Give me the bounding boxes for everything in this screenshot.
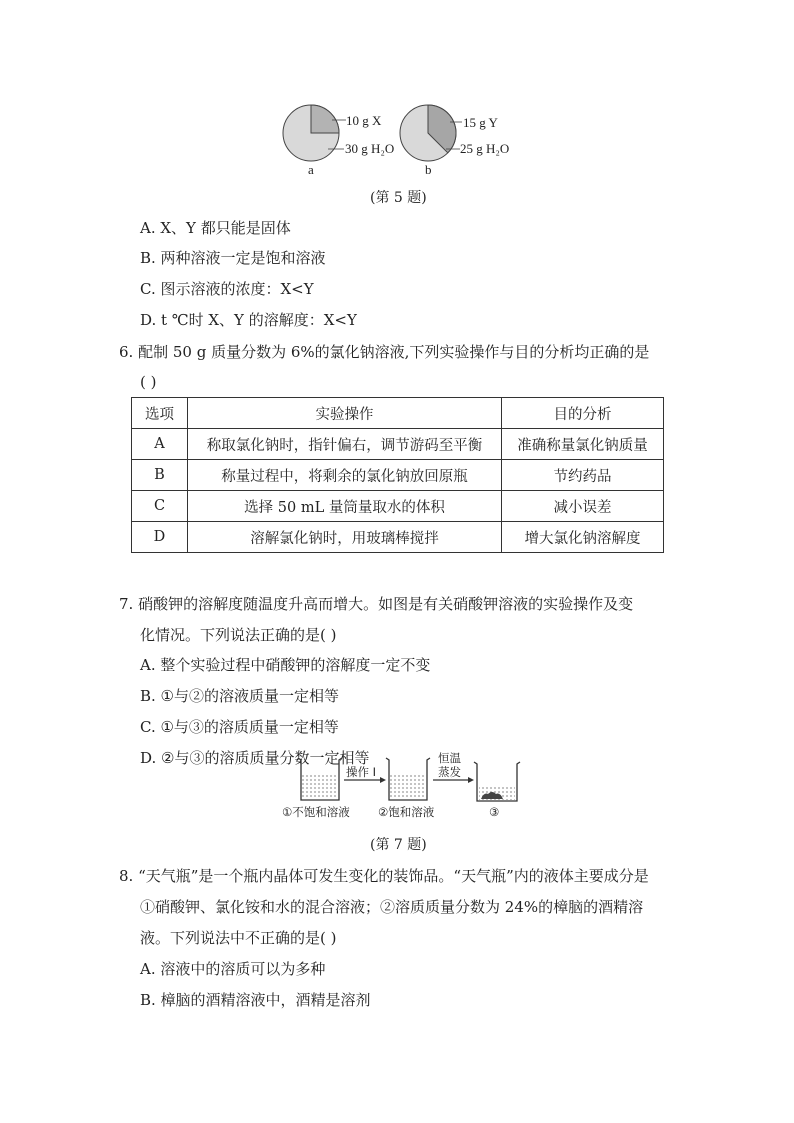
q7-stem-line1: 7. 硝酸钾的溶解度随温度升高而增大。如图是有关硝酸钾溶液的实验操作及变: [119, 595, 634, 613]
beaker-2-label: ②饱和溶液: [378, 805, 435, 819]
table-header-option: 选项: [132, 398, 188, 429]
pie-a-water-label: 30 g H₂O: [345, 141, 395, 156]
beaker-2-icon: [386, 758, 430, 800]
q6-stem-line2: ( ): [140, 373, 157, 391]
table-cell: 溶解氯化钠时，用玻璃棒搅拌: [188, 522, 502, 553]
arrow2-label-line1: 恒温: [438, 751, 461, 765]
table-cell: D: [132, 522, 188, 553]
pie-b-solute-label: 15 g Y: [463, 115, 498, 130]
q8-stem-line3: 液。下列说法中不正确的是( ): [140, 929, 337, 947]
q8-stem-line2: ①硝酸钾、氯化铵和水的混合溶液；②溶质质量分数为 24%的樟脑的酒精溶: [140, 898, 644, 916]
arrow-evaporate: [433, 751, 474, 783]
table-cell: 称取氯化钠时，指针偏右，调节游码至平衡: [188, 429, 502, 460]
q7-option-d: D. ②与③的溶质质量分数一定相等: [140, 749, 370, 767]
beaker-1-label: ①不饱和溶液: [282, 805, 350, 819]
q7-option-a-label: A. 整个实验过程中硝酸钾的溶解度一定不变: [140, 656, 431, 674]
table-header-operation: 实验操作: [188, 398, 502, 429]
pie-chart-a: [283, 105, 394, 177]
table-cell: 称量过程中，将剩余的氯化钠放回原瓶: [188, 460, 502, 491]
table-cell: 准确称量氯化钠质量: [502, 429, 664, 460]
pie-b-name: b: [425, 162, 432, 177]
beaker-1-icon: [298, 758, 342, 800]
arrow1-label: 操作 I: [346, 765, 377, 779]
table-row: [132, 429, 664, 460]
table-row: [132, 460, 664, 491]
table-cell: A: [132, 429, 188, 460]
table-cell: 增大氯化钠溶解度: [502, 522, 664, 553]
table-header-row: [132, 398, 664, 429]
q5-option-b: B. 两种溶液一定是饱和溶液: [140, 249, 326, 267]
beaker-3-label: ③: [489, 805, 500, 819]
table-cell: B: [132, 460, 188, 491]
q6-stem-line1: 6. 配制 50 g 质量分数为 6%的氯化钠溶液,下列实验操作与目的分析均正确的是: [119, 343, 650, 361]
arrow2-label-line2: 蒸发: [438, 765, 461, 779]
q6-options-table: [131, 397, 664, 553]
table-row: [132, 491, 664, 522]
table-cell: C: [132, 491, 188, 522]
q7-option-c: C. ①与③的溶质质量一定相等: [140, 718, 339, 736]
table-cell: 选择 50 mL 量筒量取水的体积: [188, 491, 502, 522]
q7-beaker-figure: [278, 750, 528, 825]
arrow-operation-1: [344, 765, 386, 783]
q7-stem-line2-text: 化情况。下列说法正确的是( ): [140, 626, 337, 644]
table-header-purpose: 目的分析: [502, 398, 664, 429]
q8-option-a: A. 溶液中的溶质可以为多种: [140, 960, 326, 978]
q5-caption: (第 5 题): [370, 190, 427, 206]
table-row: [132, 522, 664, 553]
q5-pie-figure: [270, 95, 530, 180]
pie-a-solute-slice: [311, 105, 339, 133]
q5-option-d: D. t ℃时 X、Y 的溶解度：X<Y: [140, 311, 357, 329]
beaker-3-icon: [474, 762, 520, 801]
table-cell: 节约药品: [502, 460, 664, 491]
q5-option-c: C. 图示溶液的浓度：X<Y: [140, 280, 314, 298]
q5-option-a: A. X、Y 都只能是固体: [140, 219, 291, 237]
q7-caption: (第 7 题): [370, 837, 427, 853]
pie-b-water-label: 25 g H₂O: [460, 141, 510, 156]
q7-option-b: B. ①与②的溶液质量一定相等: [140, 687, 340, 705]
table-cell: 减小误差: [502, 491, 664, 522]
pie-chart-b: [400, 105, 509, 177]
pie-a-name: a: [308, 162, 314, 177]
q8-option-b: B. 樟脑的酒精溶液中，酒精是溶剂: [140, 991, 371, 1009]
q8-stem-line1: 8. “天气瓶”是一个瓶内晶体可发生变化的装饰品。“天气瓶”内的液体主要成分是: [119, 867, 649, 885]
pie-a-solute-label: 10 g X: [346, 113, 382, 128]
